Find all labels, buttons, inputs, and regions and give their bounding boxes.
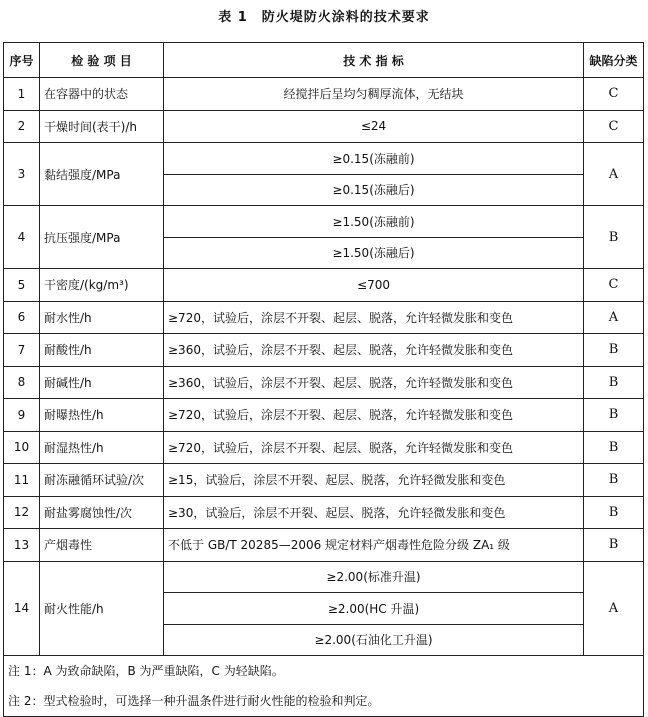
row-defect-class: B bbox=[584, 464, 644, 497]
row-number: 2 bbox=[4, 110, 40, 143]
row-spec: ≥720，试验后，涂层不开裂、起层、脱落，允许轻微发胀和变色 bbox=[164, 301, 584, 334]
row-spec: ≥0.15(冻融前) bbox=[164, 143, 584, 175]
row-number: 14 bbox=[4, 561, 40, 656]
header-cls: 缺陷分类 bbox=[584, 43, 644, 78]
row-spec: ≥0.15(冻融后) bbox=[164, 174, 584, 206]
row-defect-class: B bbox=[584, 529, 644, 562]
notes-section bbox=[4, 656, 644, 717]
row-item: 在容器中的状态 bbox=[40, 78, 164, 111]
notes-row bbox=[4, 656, 644, 717]
table-row bbox=[4, 206, 644, 238]
row-number: 10 bbox=[4, 431, 40, 464]
header-row bbox=[4, 43, 644, 78]
row-spec: ≤24 bbox=[164, 110, 584, 143]
row-defect-class: A bbox=[584, 301, 644, 334]
row-item: 干燥时间(表干)/h bbox=[40, 110, 164, 143]
row-spec: ≥30，试验后，涂层不开裂、起层、脱落，允许轻微发胀和变色 bbox=[164, 496, 584, 529]
note-2: 注 2：型式检验时，可选择一种升温条件进行耐火性能的检验和判定。 bbox=[8, 694, 380, 708]
row-spec: ≥1.50(冻融后) bbox=[164, 237, 584, 269]
table-row bbox=[4, 269, 644, 302]
row-item: 产烟毒性 bbox=[40, 529, 164, 562]
row-number: 5 bbox=[4, 269, 40, 302]
row-item: 耐曝热性/h bbox=[40, 399, 164, 432]
row-number: 12 bbox=[4, 496, 40, 529]
row-number: 4 bbox=[4, 206, 40, 269]
table-row bbox=[4, 366, 644, 399]
table-row bbox=[4, 464, 644, 497]
row-spec: ≥360，试验后，涂层不开裂、起层、脱落，允许轻微发胀和变色 bbox=[164, 366, 584, 399]
row-number: 6 bbox=[4, 301, 40, 334]
table-row bbox=[4, 431, 644, 464]
row-item: 耐水性/h bbox=[40, 301, 164, 334]
row-defect-class: A bbox=[584, 561, 644, 656]
row-item: 耐湿热性/h bbox=[40, 431, 164, 464]
row-defect-class: B bbox=[584, 366, 644, 399]
row-spec: ≥2.00(石油化工升温) bbox=[164, 624, 584, 656]
row-number: 1 bbox=[4, 78, 40, 111]
row-spec: ≥720，试验后，涂层不开裂、起层、脱落，允许轻微发胀和变色 bbox=[164, 399, 584, 432]
table-row bbox=[4, 399, 644, 432]
row-defect-class: C bbox=[584, 110, 644, 143]
table-row bbox=[4, 561, 644, 593]
row-item: 耐冻融循环试验/次 bbox=[40, 464, 164, 497]
row-defect-class: B bbox=[584, 399, 644, 432]
row-spec: ≤700 bbox=[164, 269, 584, 302]
row-spec: 不低于 GB/T 20285—2006 规定材料产烟毒性危险分级 ZA₁ 级 bbox=[164, 529, 584, 562]
row-spec: ≥2.00(标准升温) bbox=[164, 561, 584, 593]
row-number: 8 bbox=[4, 366, 40, 399]
row-spec: ≥360，试验后，涂层不开裂、起层、脱落，允许轻微发胀和变色 bbox=[164, 334, 584, 367]
row-number: 7 bbox=[4, 334, 40, 367]
row-spec: ≥15，试验后，涂层不开裂、起层、脱落，允许轻微发胀和变色 bbox=[164, 464, 584, 497]
row-spec: 经搅拌后呈均匀稠厚流体，无结块 bbox=[164, 78, 584, 111]
row-item: 干密度/(kg/m³) bbox=[40, 269, 164, 302]
row-number: 9 bbox=[4, 399, 40, 432]
row-defect-class: C bbox=[584, 78, 644, 111]
row-item: 耐盐雾腐蚀性/次 bbox=[40, 496, 164, 529]
note-1: 注 1：A 为致命缺陷，B 为严重缺陷，C 为轻缺陷。 bbox=[8, 664, 284, 678]
notes-cell bbox=[4, 656, 644, 717]
row-defect-class: C bbox=[584, 269, 644, 302]
table-title: 表 1 防火堤防火涂料的技术要求 bbox=[218, 10, 430, 25]
table-row bbox=[4, 334, 644, 367]
row-defect-class: B bbox=[584, 431, 644, 464]
row-defect-class: B bbox=[584, 206, 644, 269]
row-defect-class: B bbox=[584, 334, 644, 367]
table-row bbox=[4, 78, 644, 111]
table-row bbox=[4, 143, 644, 175]
row-spec: ≥720，试验后，涂层不开裂、起层、脱落，允许轻微发胀和变色 bbox=[164, 431, 584, 464]
row-number: 13 bbox=[4, 529, 40, 562]
row-item: 耐火性能/h bbox=[40, 561, 164, 656]
row-item: 耐碱性/h bbox=[40, 366, 164, 399]
table-row bbox=[4, 496, 644, 529]
table-body bbox=[4, 78, 644, 656]
row-item: 耐酸性/h bbox=[40, 334, 164, 367]
row-defect-class: B bbox=[584, 496, 644, 529]
row-defect-class: A bbox=[584, 143, 644, 206]
spec-table bbox=[3, 42, 644, 717]
header-item: 检 验 项 目 bbox=[40, 43, 164, 78]
row-number: 3 bbox=[4, 143, 40, 206]
table-row bbox=[4, 301, 644, 334]
header-no: 序号 bbox=[4, 43, 40, 78]
row-spec: ≥1.50(冻融前) bbox=[164, 206, 584, 238]
row-spec: ≥2.00(HC 升温) bbox=[164, 593, 584, 625]
table-row bbox=[4, 110, 644, 143]
header-spec: 技 术 指 标 bbox=[164, 43, 584, 78]
row-item: 抗压强度/MPa bbox=[40, 206, 164, 269]
row-item: 黏结强度/MPa bbox=[40, 143, 164, 206]
row-number: 11 bbox=[4, 464, 40, 497]
table-row bbox=[4, 529, 644, 562]
